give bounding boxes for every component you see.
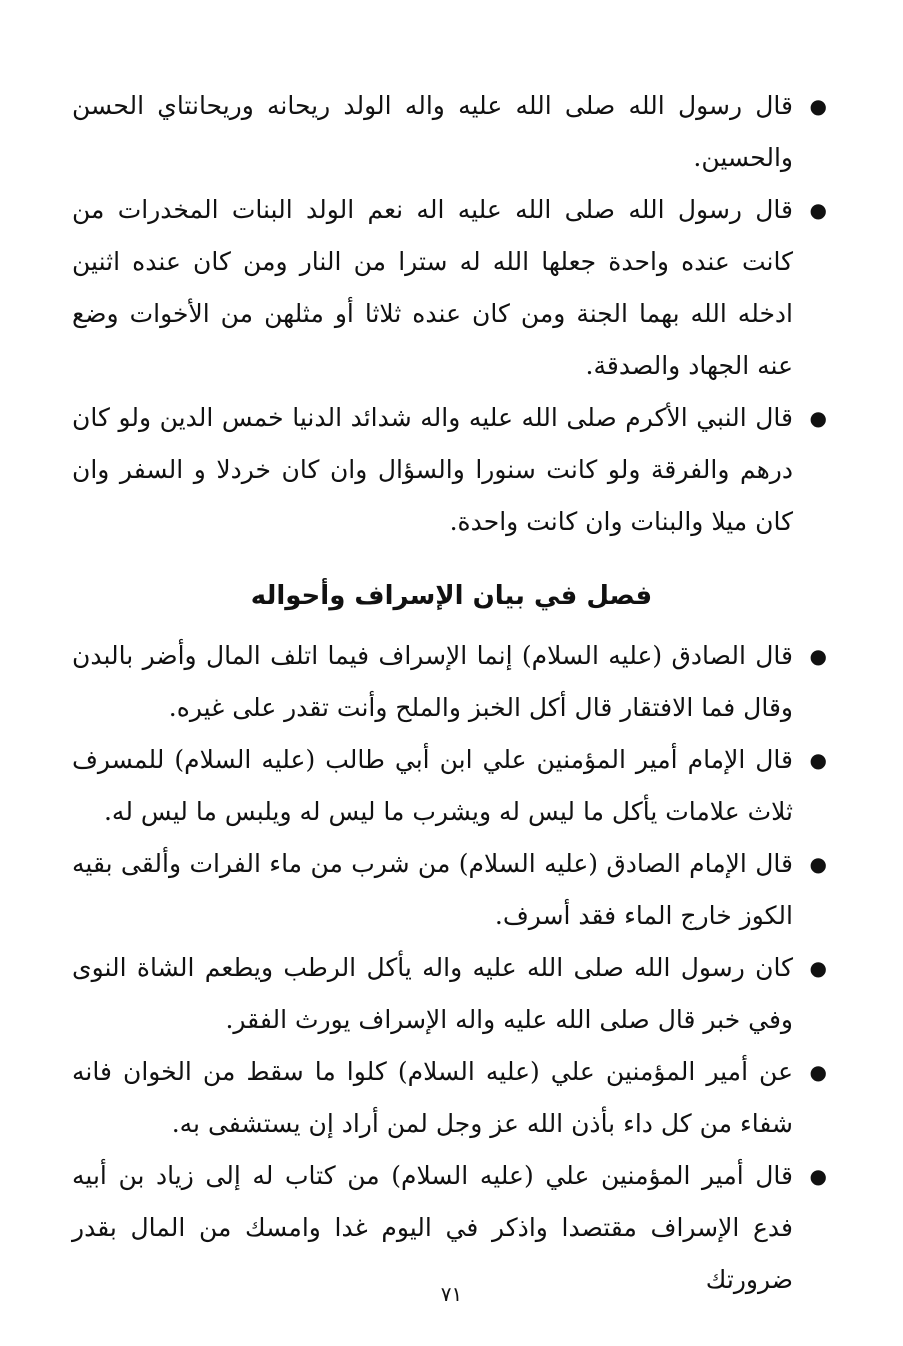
list-item — [72, 392, 831, 548]
list-item — [72, 734, 831, 838]
item-text: عن أمير المؤمنين علي (عليه السلام) كلوا ما سقط من الخوان فانه شفاء من كل داء بأذن الله عز وجل لمن أراد إن يستشفى به. — [72, 1057, 793, 1138]
section-title: فصل في بيان الإسراف وأحواله — [250, 581, 653, 611]
item-text: قال الإمام أمير المؤمنين علي ابن أبي طالب (عليه السلام) للمسرف ثلاث علامات يأكل ما ليس له ويشرب ما ليس له ويلبس ما ليس له. — [72, 745, 793, 826]
list-item — [72, 630, 831, 734]
bullet-icon: ● — [809, 198, 827, 222]
bullet-icon: ● — [809, 748, 827, 772]
bullet-icon: ● — [809, 94, 827, 118]
list-item — [72, 80, 831, 184]
bullet-icon: ● — [809, 1060, 827, 1084]
item-text: قال النبي الأكرم صلى الله عليه واله شدائد الدنيا خمس الدين ولو كان درهم والفرقة ولو كانت سنورا والسؤال وان كان خردلا و السفر وان كان ميلا والبنات وان كانت واحدة. — [72, 403, 793, 536]
bullet-icon: ● — [809, 956, 827, 980]
page-number: ٧١ — [440, 1282, 463, 1306]
bullet-icon: ● — [809, 406, 827, 430]
list-item — [72, 838, 831, 942]
hadith-list-top — [72, 80, 831, 548]
bullet-icon: ● — [809, 1164, 827, 1188]
item-text: كان رسول الله صلى الله عليه واله يأكل الرطب ويطعم الشاة النوى وفي خبر قال صلى الله عليه واله الإسراف يورث الفقر. — [72, 953, 793, 1034]
list-item — [72, 942, 831, 1046]
bullet-icon: ● — [809, 852, 827, 876]
item-text: قال أمير المؤمنين علي (عليه السلام) من كتاب له إلى زياد بن أبيه فدع الإسراف مقتصدا واذكر في اليوم غدا وامسك من المال بقدر ضرورتك — [72, 1161, 793, 1294]
list-item — [72, 184, 831, 392]
hadith-list-bottom — [72, 630, 831, 1306]
item-text: قال رسول الله صلى الله عليه واله الولد ريحانه وريحانتاي الحسن والحسين. — [72, 91, 793, 172]
list-item — [72, 1046, 831, 1150]
item-text: قال رسول الله صلى الله عليه اله نعم الولد البنات المخدرات من كانت عنده واحدة جعلها الله له سترا من النار ومن كان عنده اثنين ادخله الله بهما الجنة ومن كان عنده ثلاثا أو مثلهن من الأخوات وضع عنه الجهاد والصدقة. — [72, 195, 794, 380]
bullet-icon: ● — [809, 644, 827, 668]
item-text: قال الإمام الصادق (عليه السلام) من شرب من ماء الفرات وألقى بقيه الكوز خارج الماء فقد أسرف. — [72, 849, 793, 930]
item-text: قال الصادق (عليه السلام) إنما الإسراف فيما اتلف المال وأضر بالبدن وقال فما الافتقار قال أكل الخبز والملح وأنت تقدر على غيره. — [72, 641, 793, 722]
